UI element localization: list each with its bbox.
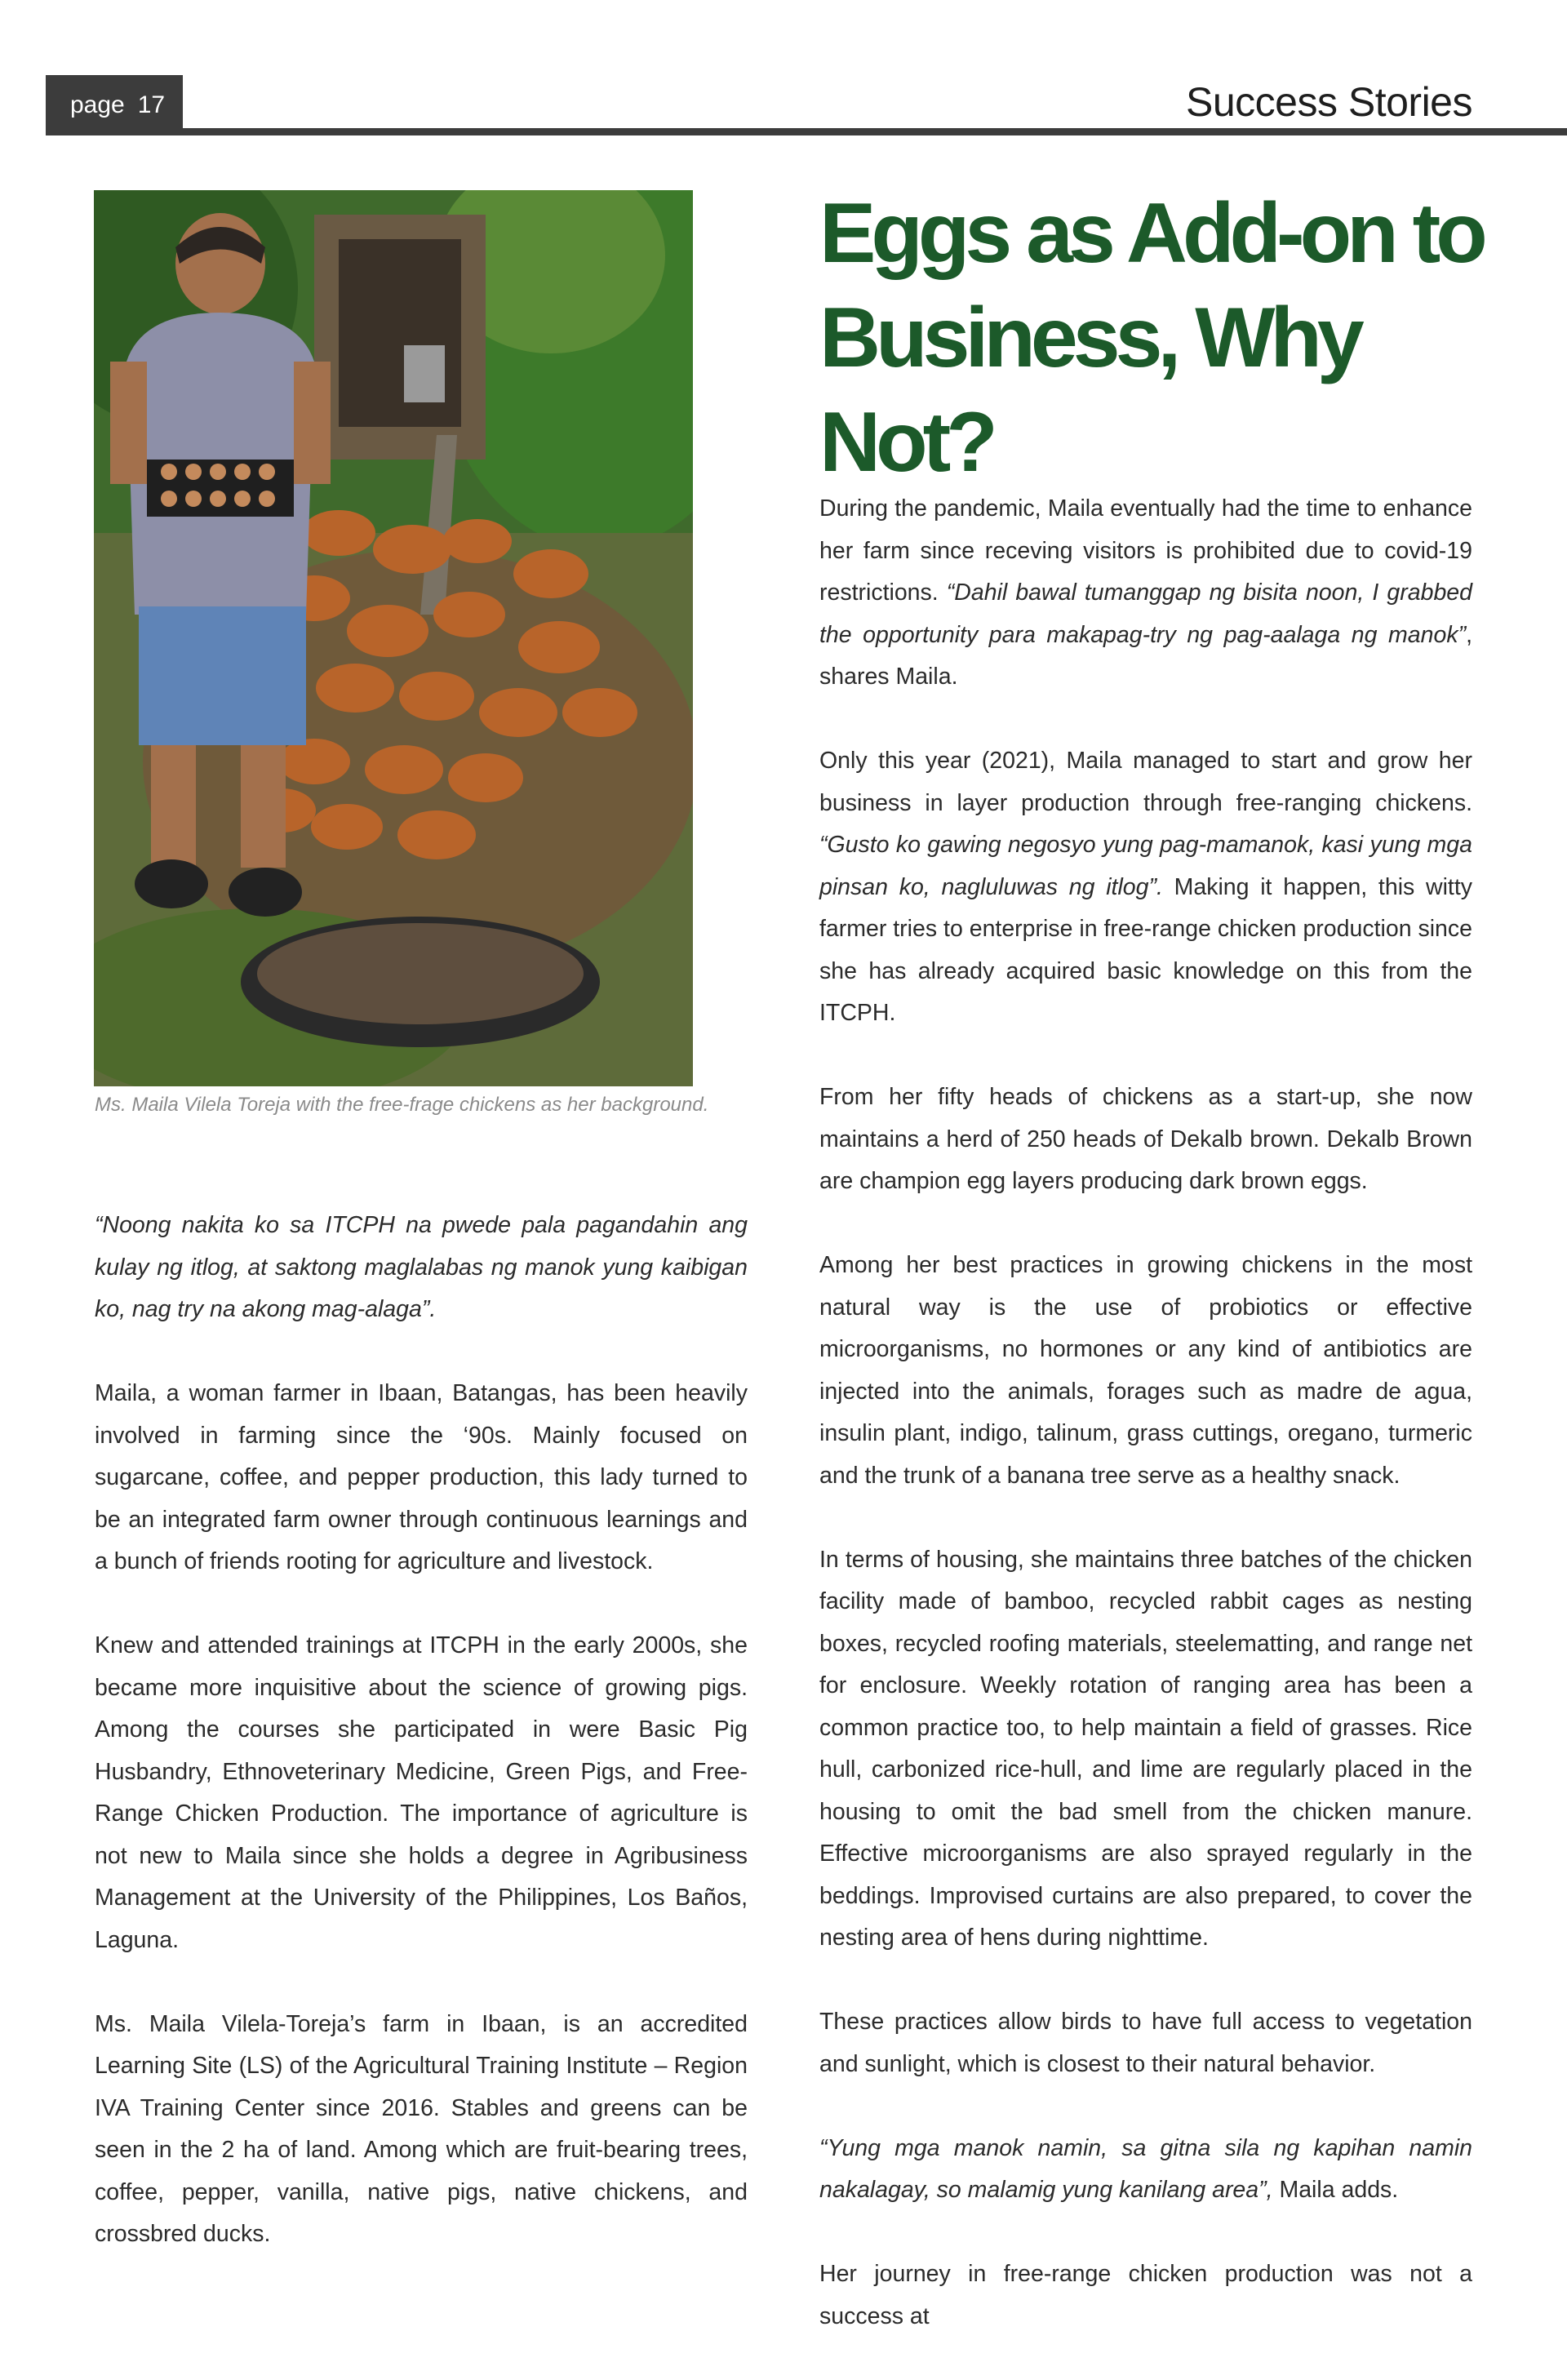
paragraph-text: Only this year (2021), Maila managed to start and grow her business in layer production through free-ranging chickens. <box>819 748 1472 816</box>
paragraph: Ms. Maila Vilela-Toreja’s farm in Ibaan, is an accredited Learning Site (LS) of the Agricultural Training Institute – Region IVA Training Center since 2016. Stables and greens can be seen in the 2 ha of land. Among which are fruit-bearing trees, coffee, pepper, vanilla, native pigs, native chickens, and crossbred ducks. <box>95 2010 748 2247</box>
page-number-tab <box>46 75 183 135</box>
paragraph: Among her best practices in growing chickens in the most natural way is the use of probiotics or effective microorganisms, no hormones or any kind of antibiotics are injected into the animals, forages such as madre de agua, insulin plant, indigo, talinum, grass cuttings, oregano, turmeric and the trunk of a banana tree serve as a healthy snack. <box>819 1252 1472 1489</box>
page-number: 17 <box>137 91 166 118</box>
paragraph-text: Making it happen, this witty farmer tries to enterprise in free-range chicken production since she has already acquired basic knowledge on this from the ITCPH. <box>819 873 1473 1026</box>
photo-caption: Ms. Maila Vilela Toreja with the free-frage chickens as her background. <box>95 1094 709 1116</box>
inline-quote: “Dahil bawal tumanggap ng bisita noon, I grabbed the opportunity para makapag-try ng pag-aalaga ng manok” <box>819 579 1472 648</box>
opening-quote-text: “Noong nakita ko sa ITCPH na pwede pala pagandahin ang kulay ng itlog, at saktong maglalabas ng manok yung kaibigan ko, nag try na akong mag-alaga”. <box>95 1212 748 1322</box>
paragraph-text: , shares Maila. <box>819 621 1472 690</box>
right-text-column <box>819 488 1472 2380</box>
paragraph: In terms of housing, she maintains three batches of the chicken facility made of bamboo, recycled rabbit cages as nesting boxes, recycled roofing materials, steelematting, and range net for enclosure. Weekly rotation of ranging area has been a common practice too, to help maintain a field of grasses. Rice hull, carbonized rice-hull, and lime are regularly placed in the housing to omit the bad smell from the chicken manure. Effective microorganisms are also sprayed regularly in the beddings. Improvised curtains are also prepared, to cover the nesting area of hens during nighttime. <box>819 1546 1472 1951</box>
paragraph <box>819 740 1472 1035</box>
paragraph: Maila, a woman farmer in Ibaan, Batangas, has been heavily involved in farming since the ‘90s. Mainly focused on sugarcane, coffee, and pepper production, this lady turned to be an integrated farm owner through continuous learnings and a bunch of friends rooting for agriculture and livestock. <box>95 1380 748 1574</box>
paragraph: These practices allow birds to have full access to vegetation and sunlight, which is closest to their natural behavior. <box>819 2009 1472 2077</box>
left-text-column <box>95 1205 748 2298</box>
paragraph: From her fifty heads of chickens as a start-up, she now maintains a herd of 250 heads of Dekalb brown. Dekalb Brown are champion egg layers producing dark brown eggs. <box>819 1084 1472 1194</box>
paragraph <box>819 2128 1472 2212</box>
inline-quote: “Gusto ko gawing negosyo yung pag-mamanok, kasi yung mga pinsan ko, nagluluwas ng itlog”. <box>819 832 1472 900</box>
paragraph <box>819 488 1472 699</box>
paragraph: Knew and attended trainings at ITCPH in the early 2000s, she became more inquisitive about the science of growing pigs. Among the courses she participated in were Basic Pig Husbandry, Ethnoveterinary Medicine, Green Pigs, and Free-Range Chicken Production. The importance of agriculture is not new to Maila since she holds a degree in Agribusiness Management at the University of the Philippines, Los Baños, Laguna. <box>95 1632 748 1953</box>
paragraph-text: During the pandemic, Maila eventually had the time to enhance her farm since receving visitors is prohibited due to covid-19 restrictions. <box>819 495 1472 606</box>
opening-quote <box>95 1205 748 1331</box>
page-label: page <box>70 91 125 118</box>
inline-quote: “Yung mga manok namin, sa gitna sila ng kapihan namin nakalagay, so malamig yung kanilang area”, <box>819 2134 1472 2203</box>
farmer-with-chickens-photo <box>94 190 693 1086</box>
paragraph: Her journey in free-range chicken production was not a success at <box>819 2261 1472 2329</box>
paragraph-text: Maila adds. <box>1272 2177 1399 2203</box>
section-title: Success Stories <box>1186 79 1472 125</box>
article-headline: Eggs as Add-on to Business, Why Not? <box>819 186 1483 490</box>
header-rule <box>46 128 1567 135</box>
